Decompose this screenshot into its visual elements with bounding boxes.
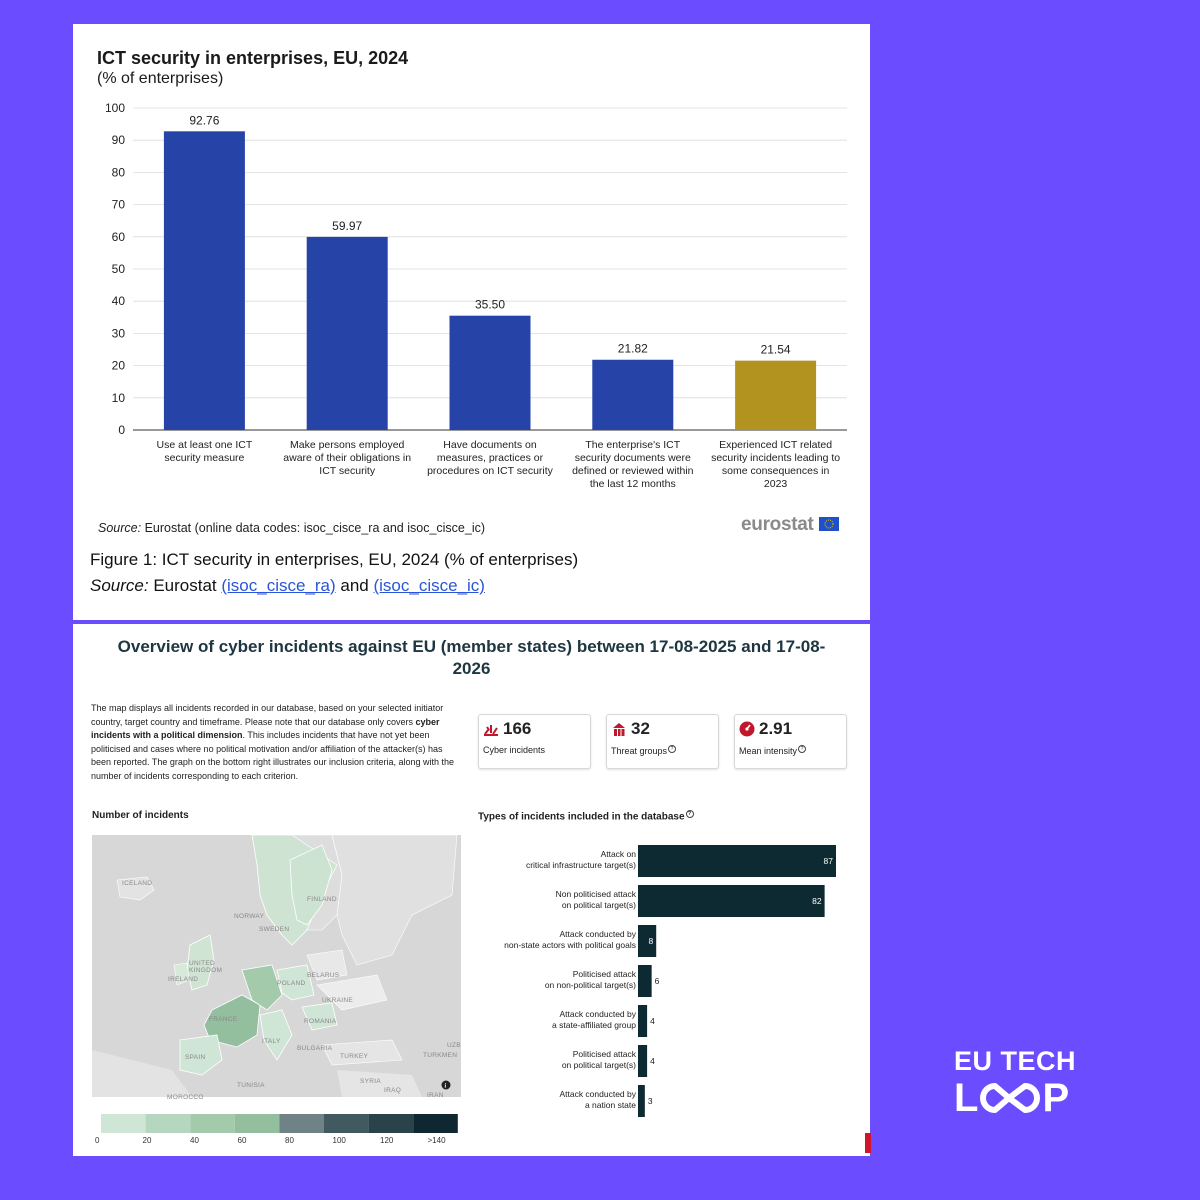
legend-tick-label: >140 bbox=[427, 1136, 446, 1145]
europe-map[interactable] bbox=[92, 835, 461, 1101]
chart-subtitle: (% of enterprises) bbox=[97, 70, 224, 87]
map-label: ICELAND bbox=[122, 880, 153, 887]
help-icon[interactable]: ? bbox=[668, 745, 676, 753]
cyber-incidents-panel bbox=[73, 624, 870, 1156]
map-label: UNITED bbox=[189, 960, 215, 967]
legend-tick-label: 80 bbox=[285, 1136, 294, 1145]
legend-swatch bbox=[146, 1114, 191, 1133]
incidents-map[interactable] bbox=[92, 835, 461, 1101]
bar-value-label: 8 bbox=[648, 936, 654, 946]
category-label: Attack on critical infrastructure target(s) bbox=[525, 849, 636, 870]
eurostat-chart-panel bbox=[73, 24, 870, 620]
bar-value-label: 87 bbox=[823, 856, 833, 866]
map-label: SWEDEN bbox=[259, 926, 290, 933]
legend-tick-label: 100 bbox=[332, 1136, 346, 1145]
bar-value-label: 21.82 bbox=[617, 341, 648, 356]
threat-groups-value: 32 bbox=[631, 719, 650, 738]
bar bbox=[164, 131, 245, 430]
types-section-title: Types of incidents included in the database ? bbox=[478, 810, 694, 822]
y-tick-label: 30 bbox=[111, 326, 125, 341]
y-tick-label: 100 bbox=[104, 101, 125, 115]
map-label: POLAND bbox=[277, 980, 306, 987]
legend-tick-label: 0 bbox=[95, 1136, 100, 1145]
bar-value-label: 21.54 bbox=[760, 342, 791, 357]
bar-value-label: 59.97 bbox=[332, 218, 363, 233]
ict-security-bar-chart bbox=[73, 24, 870, 514]
map-label: FINLAND bbox=[307, 896, 337, 903]
map-label: MOROCCO bbox=[167, 1094, 204, 1101]
y-tick-label: 40 bbox=[111, 294, 125, 309]
legend-swatch bbox=[101, 1114, 146, 1133]
incident-types-bar-chart bbox=[468, 829, 868, 1129]
map-label: FRANCE bbox=[209, 1016, 238, 1023]
svg-text:i: i bbox=[444, 1083, 447, 1090]
category-label: Attack conducted by a nation state bbox=[559, 1089, 636, 1110]
bar bbox=[638, 925, 656, 957]
map-label: TUNISIA bbox=[237, 1082, 265, 1089]
map-label: BULGARIA bbox=[297, 1045, 333, 1052]
bar bbox=[638, 1005, 647, 1037]
map-label: TURKMEN bbox=[423, 1052, 458, 1059]
map-description: The map displays all incidents recorded in our database, based on your selected initiator country, target country and timeframe. Please note that our database only covers cyber incidents with a political dimension. This includes incidents that have not yet been politicised and cases where no political motivation and/or affiliation of the attacker(s) has been reported. The graph on the bottom right illustrates our inclusion criteria, along with the number of incidents corresponding to each criterion. bbox=[91, 703, 455, 781]
figure-source: Source: Eurostat (isoc_cisce_ra) and (isoc_cisce_ic) bbox=[90, 576, 485, 595]
red-edge-marker bbox=[865, 1133, 871, 1153]
card-mean-intensity bbox=[734, 714, 847, 769]
bar-value-label: 3 bbox=[647, 1096, 653, 1106]
eu-tech-loop-logo: EU TECH L P bbox=[954, 1046, 1077, 1120]
y-tick-label: 80 bbox=[111, 165, 125, 180]
x-category-label: Have documents on measures, practices or procedures on ICT security bbox=[427, 439, 553, 477]
bar bbox=[735, 361, 816, 430]
help-icon[interactable]: ? bbox=[686, 810, 694, 818]
bar-value-label: 4 bbox=[650, 1056, 655, 1066]
x-category-label: Make persons employed aware of their obligations in ICT security bbox=[283, 439, 412, 477]
bar bbox=[307, 237, 388, 430]
threat-groups-label: Threat groups ? bbox=[611, 745, 676, 756]
map-label: IRAN bbox=[427, 1092, 444, 1099]
legend-swatch bbox=[190, 1114, 235, 1133]
map-label: SYRIA bbox=[360, 1078, 382, 1085]
mean-intensity-value: 2.91 bbox=[759, 719, 793, 738]
overview-title: Overview of cyber incidents against EU (member states) between 17-08-2025 and 17-08-2026 bbox=[117, 637, 826, 678]
legend-swatch bbox=[369, 1114, 414, 1133]
category-label: Politicised attack on political target(s) bbox=[561, 1049, 636, 1070]
map-label: UKRAINE bbox=[322, 997, 353, 1004]
bar bbox=[592, 360, 673, 430]
y-tick-label: 0 bbox=[118, 423, 125, 437]
x-category-label: Use at least one ICT security measure bbox=[156, 439, 253, 464]
bar-value-label: 35.50 bbox=[474, 297, 506, 312]
legend-tick-label: 20 bbox=[142, 1136, 152, 1145]
source-link-isoc-cisce-ra[interactable]: (isoc_cisce_ra) bbox=[221, 576, 336, 595]
y-tick-label: 60 bbox=[111, 229, 125, 244]
eu-flag-icon bbox=[819, 517, 839, 531]
cyber-incidents-label: Cyber incidents bbox=[483, 745, 546, 755]
legend-tick-label: 120 bbox=[380, 1136, 394, 1145]
bar bbox=[450, 316, 531, 430]
map-label: BELARUS bbox=[307, 972, 340, 979]
y-tick-label: 70 bbox=[111, 197, 125, 212]
x-category-label: Experienced ICT related security incidents leading to some consequences in 2023 bbox=[711, 439, 841, 490]
source-link-isoc-cisce-ic[interactable]: (isoc_cisce_ic) bbox=[373, 576, 485, 595]
map-label: TURKEY bbox=[340, 1053, 369, 1060]
bar-value-label: 82 bbox=[812, 896, 822, 906]
group-icon bbox=[611, 721, 627, 737]
help-icon[interactable]: ? bbox=[798, 745, 806, 753]
y-tick-label: 10 bbox=[111, 390, 125, 405]
legend-tick-label: 40 bbox=[190, 1136, 199, 1145]
cyber-incidents-value: 166 bbox=[503, 719, 532, 738]
bar-value-label: 92.76 bbox=[189, 113, 220, 128]
x-category-label: The enterprise's ICT security documents were defined or reviewed within the last 12 months bbox=[572, 439, 694, 490]
chart-title: ICT security in enterprises, EU, 2024 bbox=[97, 48, 409, 68]
bar bbox=[638, 1045, 647, 1077]
map-section-title: Number of incidents bbox=[92, 810, 189, 821]
category-label: Attack conducted by non-state actors with political goals bbox=[504, 929, 636, 950]
map-label: SPAIN bbox=[185, 1054, 206, 1061]
y-tick-label: 90 bbox=[111, 133, 125, 148]
card-threat-groups bbox=[606, 714, 719, 769]
map-label: UZB bbox=[447, 1042, 461, 1049]
legend-swatch bbox=[413, 1114, 458, 1133]
legend-swatch bbox=[279, 1114, 324, 1133]
map-color-legend bbox=[101, 1114, 461, 1134]
map-label: NORWAY bbox=[234, 913, 265, 920]
map-label: ITALY bbox=[262, 1038, 281, 1045]
mean-intensity-label: Mean intensity ? bbox=[739, 745, 806, 756]
map-label: IRAQ bbox=[384, 1087, 402, 1094]
bar bbox=[638, 965, 652, 997]
category-label: Attack conducted by a state-affiliated group bbox=[552, 1009, 636, 1030]
legend-tick-label: 60 bbox=[237, 1136, 247, 1145]
card-cyber-incidents bbox=[478, 714, 591, 769]
legend-swatch bbox=[235, 1114, 280, 1133]
bar bbox=[638, 885, 825, 917]
map-label: KINGDOM bbox=[189, 967, 223, 974]
figure-caption: Figure 1: ICT security in enterprises, EU, 2024 (% of enterprises) bbox=[90, 550, 579, 569]
map-label: IRELAND bbox=[168, 976, 199, 983]
bar-value-label: 4 bbox=[650, 1016, 655, 1026]
bar-value-label: 6 bbox=[654, 976, 660, 986]
category-label: Politicised attack on non-political target(s) bbox=[544, 969, 636, 990]
map-label: ROMANIA bbox=[304, 1018, 337, 1025]
y-tick-label: 50 bbox=[111, 262, 125, 276]
explosion-icon bbox=[483, 721, 499, 737]
bar bbox=[638, 845, 836, 877]
infinity-loop-icon bbox=[979, 1082, 1041, 1114]
y-tick-label: 20 bbox=[111, 358, 125, 373]
chart-source: Source: Eurostat (online data codes: isoc_cisce_ra and isoc_cisce_ic) bbox=[98, 521, 486, 535]
gauge-icon bbox=[739, 721, 755, 737]
category-label: Non politicised attack on political target(s) bbox=[555, 889, 636, 910]
bar bbox=[638, 1085, 645, 1117]
legend-swatch bbox=[324, 1114, 369, 1133]
eurostat-logo: eurostat bbox=[741, 514, 839, 536]
